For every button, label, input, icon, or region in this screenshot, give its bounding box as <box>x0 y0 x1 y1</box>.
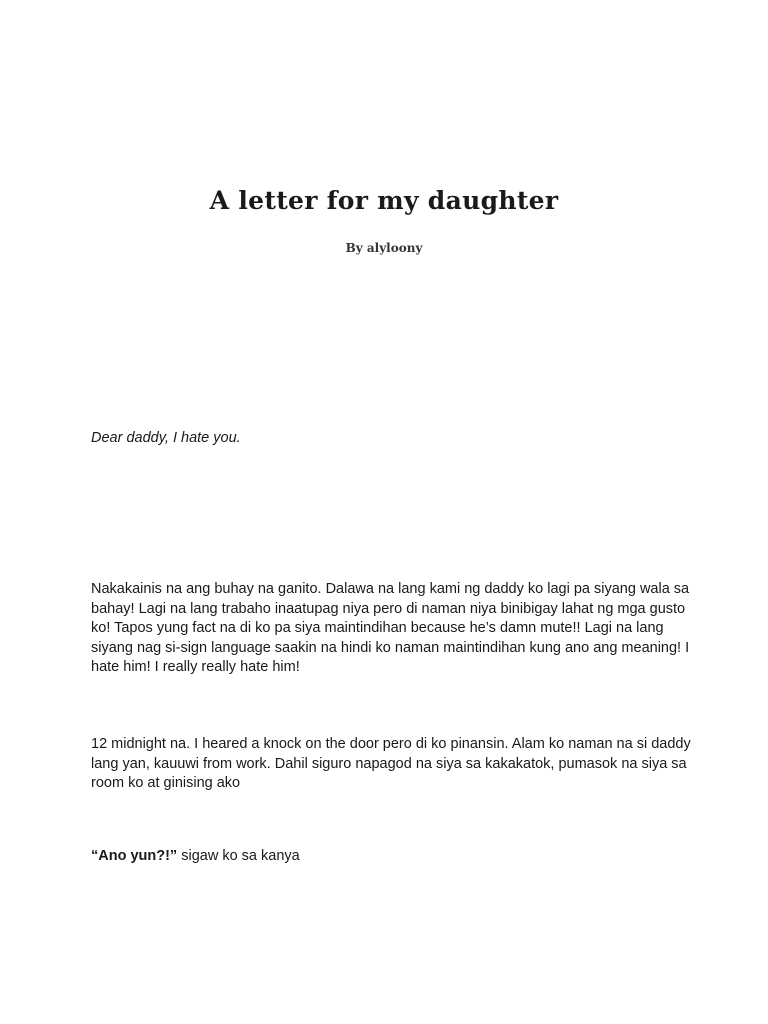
author-byline: By alyloony <box>345 241 423 255</box>
paragraph-1: Nakakainis na ang buhay na ganito. Dalawa na lang kami ng daddy ko lagi pa siyang wala sa bahay! Lagi na lang trabaho inaatupag niya pero di naman niya binibigay lahat ng mga gusto ko! Tapos yung fact na di ko pa siya maintindihan because he’s damn mute!! Lagi na lang siyang nag si-sign language saakin na hindi ko naman maintindihan kung ano ang meaning! I hate him! I really really hate him! <box>91 581 690 676</box>
intro-line: Dear daddy, I hate you. <box>91 430 241 446</box>
dialogue-quote: “Ano yun?!” <box>91 848 178 864</box>
dialogue-line <box>91 847 691 867</box>
dialogue-rest: sigaw ko sa kanya <box>177 848 300 864</box>
paragraph-2: 12 midnight na. I heared a knock on the door pero di ko pinansin. Alam ko naman na si daddy lang yan, kauuwi from work. Dahil siguro napagod na siya sa kakakatok, pumasok na siya sa room ko at ginising ako <box>91 736 691 792</box>
document-title: A letter for my daughter <box>209 186 559 215</box>
